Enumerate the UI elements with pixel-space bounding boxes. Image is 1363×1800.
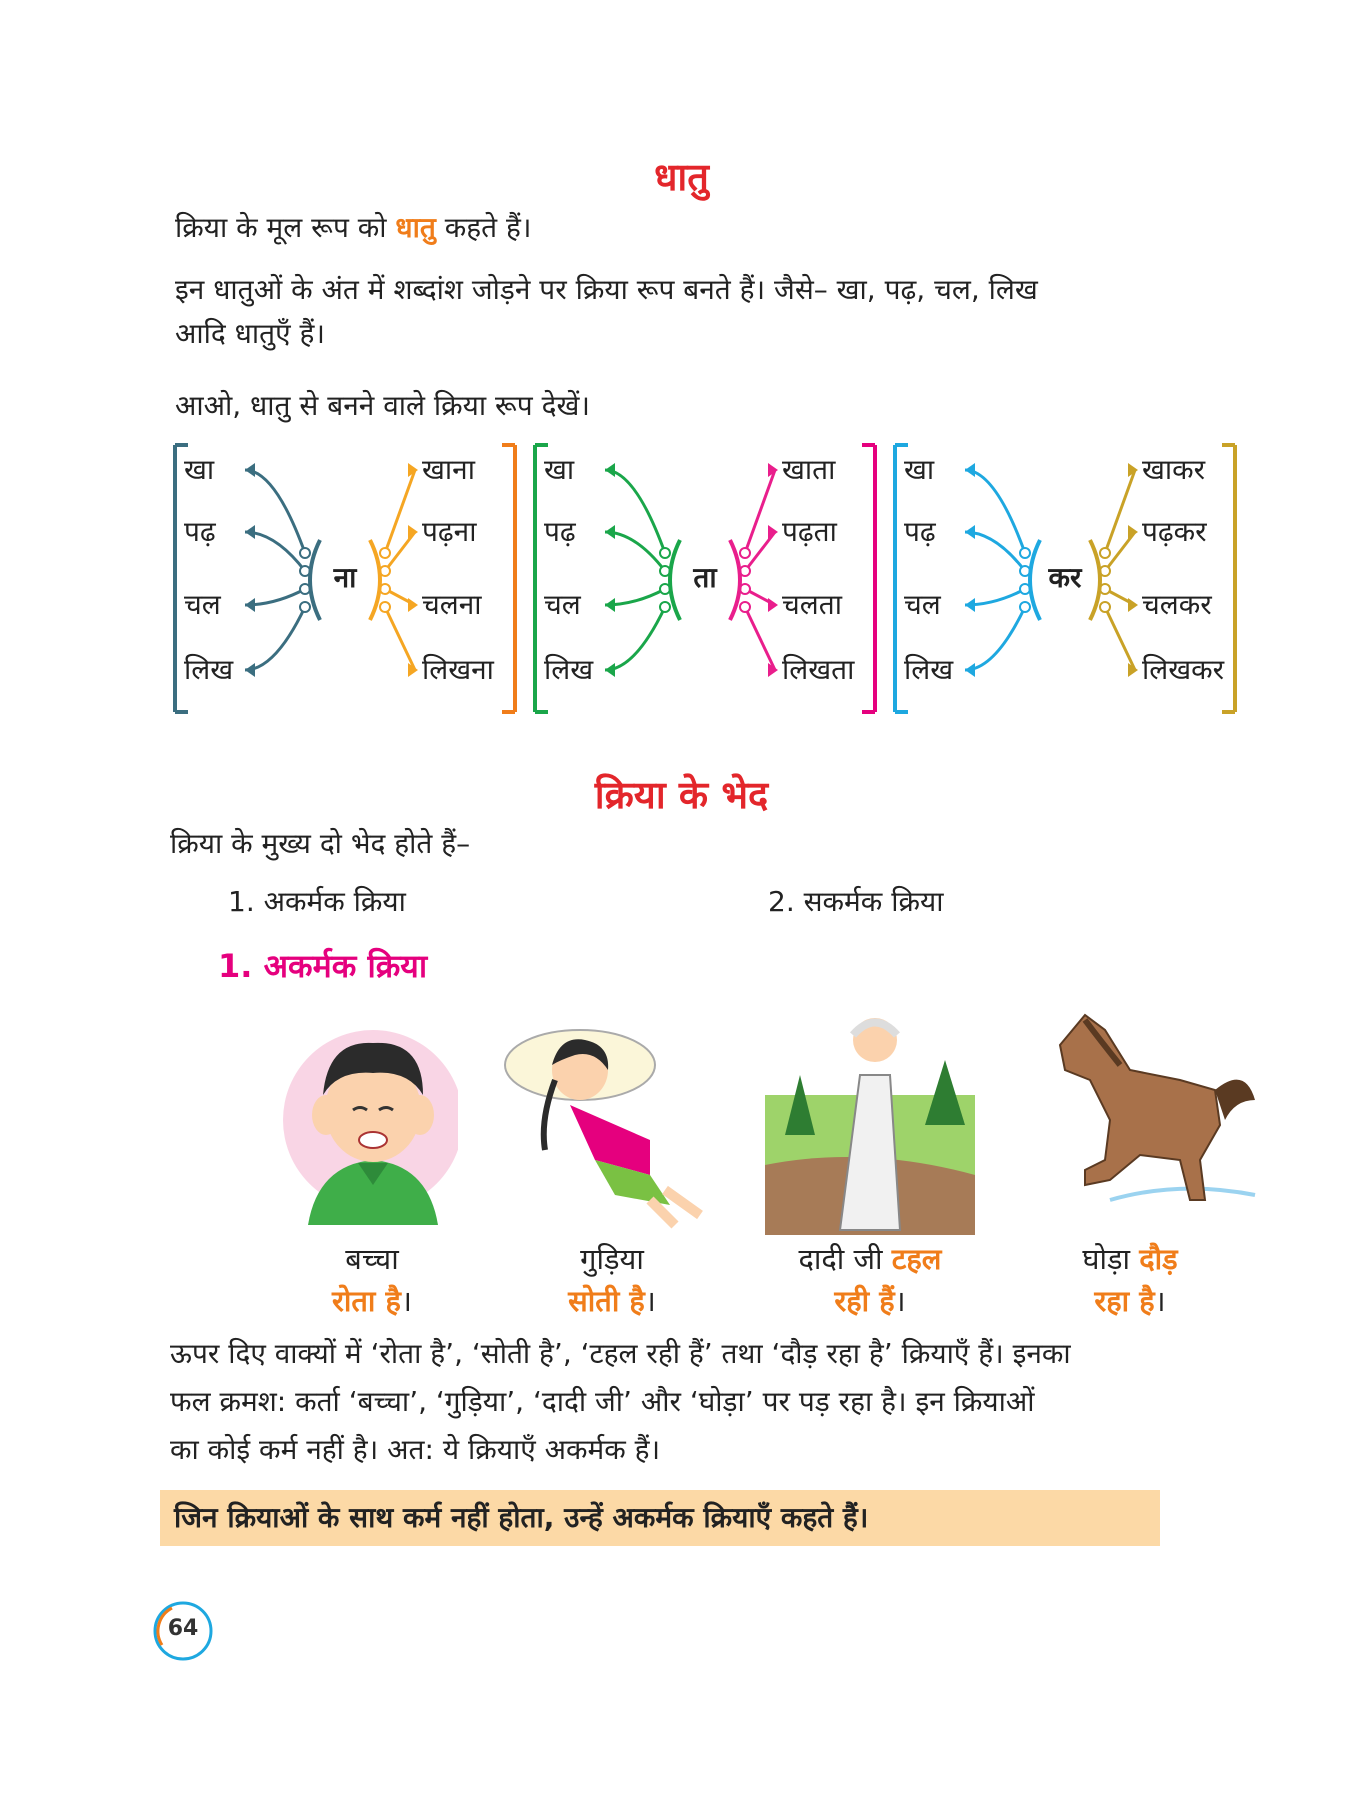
verb-form: चलना <box>422 588 482 621</box>
page-number-badge <box>152 1600 214 1662</box>
arrowhead <box>965 463 975 477</box>
caption-line-1 <box>242 1238 502 1280</box>
caption-verb: रहा है <box>1094 1284 1155 1318</box>
joint-dot <box>1020 548 1030 558</box>
arrow-to-form <box>1105 470 1135 553</box>
sleeping-girl-illustration <box>500 1020 715 1230</box>
arrowhead <box>605 463 615 477</box>
definition-box: जिन क्रियाओं के साथ कर्म नहीं होता, उन्हें अकर्मक क्रियाएँ कहते हैं। <box>160 1490 1160 1546</box>
arrow-to-root <box>605 607 665 670</box>
picture-caption <box>242 1238 502 1322</box>
definition-text-pre: क्रिया के मूल रूप को <box>175 211 396 244</box>
definition-highlight: धातु <box>395 211 436 244</box>
intro-line: आदि धातुएँ हैं। <box>175 317 325 350</box>
explanation-line: ऊपर दिए वाक्यों में ‘रोता है’, ‘सोती है’, ‘टहल रही हैं’ तथा ‘दौड़ रहा है’ क्रियाएँ हैं। इनका <box>170 1337 1071 1370</box>
caption-verb-part: टहल <box>891 1242 942 1276</box>
page-title: धातु <box>654 155 709 199</box>
root-word: चल <box>544 588 581 621</box>
root-word: पढ़ <box>904 515 936 548</box>
caption-verb-part: दौड़ <box>1139 1242 1178 1276</box>
joint-dot <box>300 548 310 558</box>
caption-subject: दादी जी <box>798 1242 892 1276</box>
diagram-2 <box>530 440 880 720</box>
intro-line-3: आओ, धातु से बनने वाले क्रिया रूप देखें। <box>175 389 590 422</box>
verb-form: चलकर <box>1142 588 1212 621</box>
verb-form: पढ़ता <box>782 515 837 548</box>
arrowhead <box>605 598 615 612</box>
root-word: लिख <box>904 653 954 686</box>
root-word: लिख <box>184 653 234 686</box>
suffix-label: कर <box>1048 561 1082 594</box>
diagram-1 <box>170 440 520 720</box>
root-word: पढ़ <box>544 515 576 548</box>
arrow-to-root <box>965 607 1025 670</box>
root-word: चल <box>184 588 221 621</box>
root-word: लिख <box>544 653 594 686</box>
caption-end: । <box>894 1284 906 1318</box>
definition-line <box>175 206 531 250</box>
verb-form: लिखकर <box>1142 653 1225 686</box>
arrowhead <box>408 598 418 612</box>
explanation-line: का कोई कर्म नहीं है। अत: ये क्रियाएँ अकर्मक हैं। <box>170 1433 661 1466</box>
picture-caption <box>1000 1238 1260 1322</box>
verb-form: खाना <box>422 453 475 486</box>
verb-form: पढ़ना <box>422 515 477 548</box>
verb-form: खाता <box>782 453 836 486</box>
explanation-paragraph <box>170 1330 1270 1474</box>
explanation-line: फल क्रमश: कर्ता ‘बच्चा’, ‘गुड़िया’, ‘दादी जी’ और ‘घोड़ा’ पर पड़ रहा है। इन क्रियाओं <box>170 1385 1035 1418</box>
arrow-to-form <box>385 607 415 670</box>
joint-dot <box>1020 602 1030 612</box>
arrowhead <box>605 663 615 677</box>
caption-verb: रही हैं <box>834 1284 895 1318</box>
caption-line-2 <box>1000 1280 1260 1322</box>
joint-dot <box>660 548 670 558</box>
caption-subject: घोड़ा <box>1082 1242 1140 1276</box>
arrowhead <box>965 663 975 677</box>
verb-form: पढ़कर <box>1142 515 1207 548</box>
list-item-2: 2. सकर्मक क्रिया <box>768 885 944 918</box>
verb-form: चलता <box>782 588 842 621</box>
caption-line-1 <box>482 1238 742 1280</box>
caption-line-2 <box>242 1280 502 1322</box>
picture-caption <box>740 1238 1000 1322</box>
diagram-3 <box>890 440 1240 720</box>
arrowhead <box>965 525 975 539</box>
verb-form: लिखता <box>782 653 855 686</box>
root-word: चल <box>904 588 941 621</box>
page-number: 64 <box>167 1616 199 1641</box>
intro-line: इन धातुओं के अंत में शब्दांश जोड़ने पर क्रिया रूप बनते हैं। जैसे– खा, पढ़, चल, लिख <box>175 273 1038 306</box>
list-item-1: 1. अकर्मक क्रिया <box>228 885 406 918</box>
joint-dot <box>380 548 390 558</box>
joint-dot <box>300 602 310 612</box>
joint-dot <box>1100 548 1110 558</box>
root-word: खा <box>544 453 575 486</box>
root-word: पढ़ <box>184 515 216 548</box>
section-title: क्रिया के भेद <box>594 773 769 817</box>
verb-form: खाकर <box>1142 453 1206 486</box>
arrowhead <box>245 525 255 539</box>
caption-end: । <box>644 1284 656 1318</box>
running-horse-illustration <box>1030 1010 1260 1230</box>
walking-grandmother-illustration <box>765 1005 975 1235</box>
picture-caption <box>482 1238 742 1322</box>
joint-dot <box>660 602 670 612</box>
sub-heading: 1. अकर्मक क्रिया <box>218 947 428 985</box>
verb-form: लिखना <box>422 653 494 686</box>
joint-dot <box>740 602 750 612</box>
crying-boy-illustration <box>278 1015 458 1225</box>
suffix-label: ना <box>333 561 357 594</box>
caption-subject: गुड़िया <box>580 1242 644 1276</box>
root-word: खा <box>184 453 215 486</box>
caption-verb: सोती है <box>568 1284 645 1318</box>
arrowhead <box>768 598 778 612</box>
caption-line-1 <box>1000 1238 1260 1280</box>
intro-paragraph <box>175 268 1255 356</box>
arrowhead <box>965 598 975 612</box>
arrowhead <box>245 463 255 477</box>
caption-verb: रोता है <box>332 1284 401 1318</box>
caption-subject: बच्चा <box>345 1242 399 1276</box>
joint-dot <box>740 548 750 558</box>
arrow-to-root <box>245 607 305 670</box>
arrow-to-form <box>385 470 415 553</box>
arrow-to-form <box>1105 607 1135 670</box>
caption-line-2 <box>482 1280 742 1322</box>
caption-end: । <box>1154 1284 1166 1318</box>
suffix-label: ता <box>693 561 717 594</box>
arrowhead <box>605 525 615 539</box>
definition-text-post: कहते हैं। <box>435 211 532 244</box>
joint-dot <box>1100 602 1110 612</box>
joint-dot <box>380 602 390 612</box>
section-intro: क्रिया के मुख्य दो भेद होते हैं– <box>170 827 471 860</box>
caption-end: । <box>400 1284 412 1318</box>
root-word: खा <box>904 453 935 486</box>
caption-line-2 <box>740 1280 1000 1322</box>
arrowhead <box>245 598 255 612</box>
arrowhead <box>1128 598 1138 612</box>
caption-line-1 <box>740 1238 1000 1280</box>
arrow-to-form <box>745 470 775 553</box>
arrowhead <box>245 663 255 677</box>
arrow-to-form <box>745 607 775 670</box>
